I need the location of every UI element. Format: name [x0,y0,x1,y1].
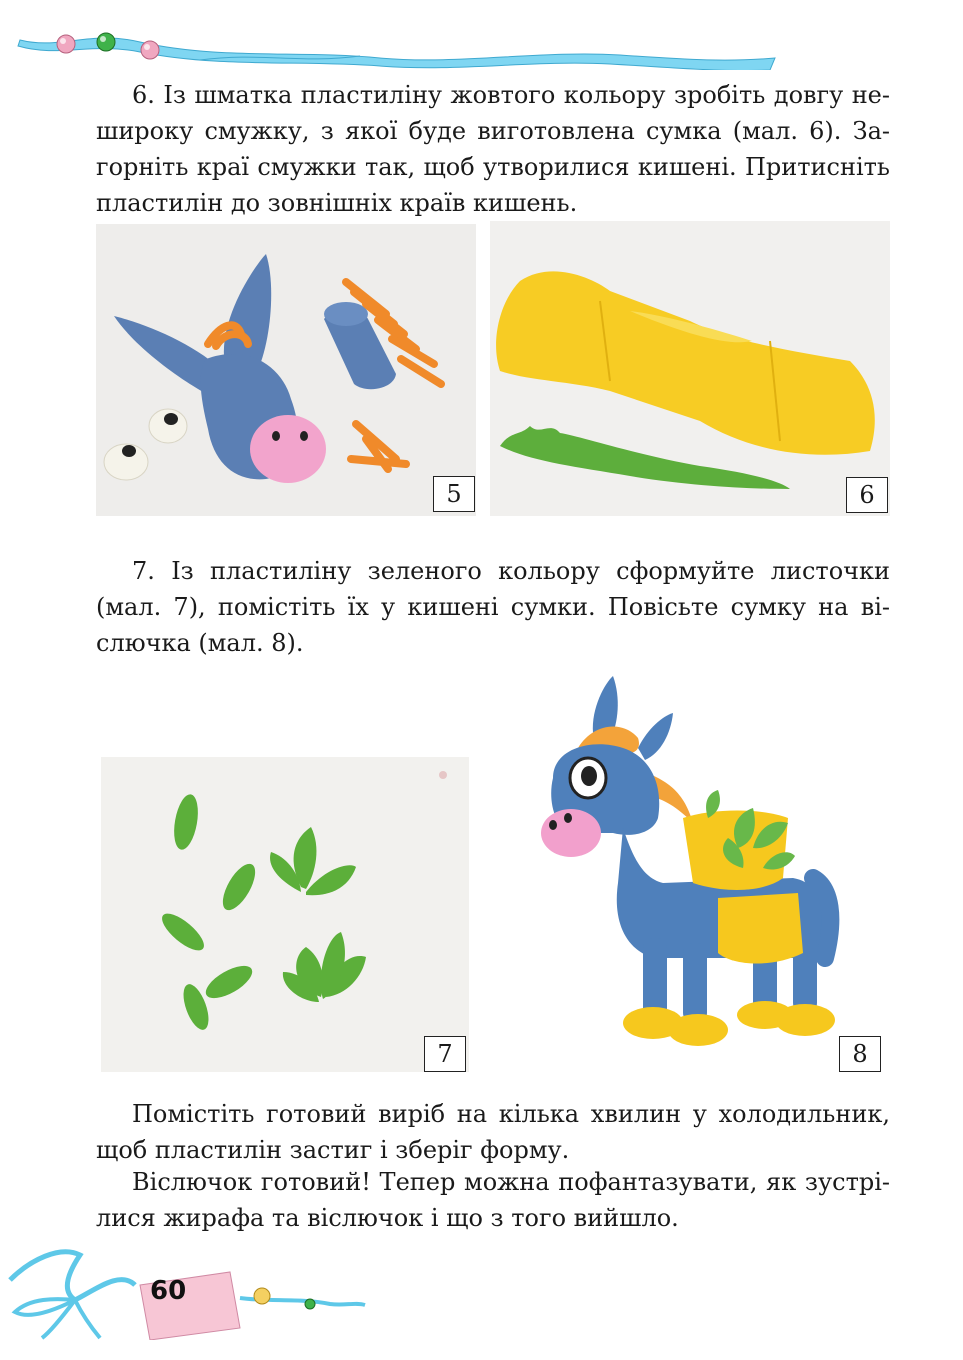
figure-5-donkey-parts-photo [96,224,476,516]
step-7-line-2: (мал. 7), помістіть їх у кишені сумки. Повісьте сумку на ві- [96,593,890,621]
step-7-line-1: 7. Із пластиліну зеленого кольору сформуйте листочки [132,557,890,585]
figure-8-finished-donkey-photo [513,668,889,1074]
fridge-paragraph [96,1096,890,1168]
top-ribbon-decoration [0,20,800,70]
figure-5-label: 5 [433,476,475,512]
step-6-line-2: широку смужку, з якої буде виготовлена сумка (мал. 6). За- [96,117,890,145]
figure-7-label: 7 [424,1036,466,1072]
final-line-2: лися жирафа та віслючок і що з того вийшло. [96,1204,679,1232]
step-7-line-3: слючка (мал. 8). [96,629,304,657]
instruction-step-7 [96,553,890,661]
step-6-line-1: 6. Із шматка пластиліну жовтого кольору зробіть довгу не- [132,81,890,109]
figure-8-label: 8 [839,1036,881,1072]
final-line-1: Віслючок готовий! Тепер можна пофантазувати, як зустрі- [132,1168,890,1196]
step-6-line-3: горніть краї смужки так, щоб утворилися кишені. Притисніть [96,153,890,181]
bead-pink-2 [141,41,159,59]
figure-7-leaves-photo [101,757,469,1072]
instruction-step-6 [96,77,890,221]
bead-small-green [305,1299,315,1309]
bottom-ribbon-decoration [0,1240,380,1340]
fridge-line-2: щоб пластилін застиг і зберіг форму. [96,1136,570,1164]
bead-green [97,33,115,51]
fridge-line-1: Помістіть готовий виріб на кілька хвилин у холодильник, [132,1100,890,1128]
page-number: 60 [150,1276,187,1306]
bead-pink-1 [57,35,75,53]
step-6-line-4: пластилін до зовнішніх країв кишень. [96,189,578,217]
final-paragraph [96,1164,890,1236]
figure-6-bag-strip-photo [490,221,890,516]
figure-6-label: 6 [846,477,888,513]
bead-gold [254,1288,270,1304]
